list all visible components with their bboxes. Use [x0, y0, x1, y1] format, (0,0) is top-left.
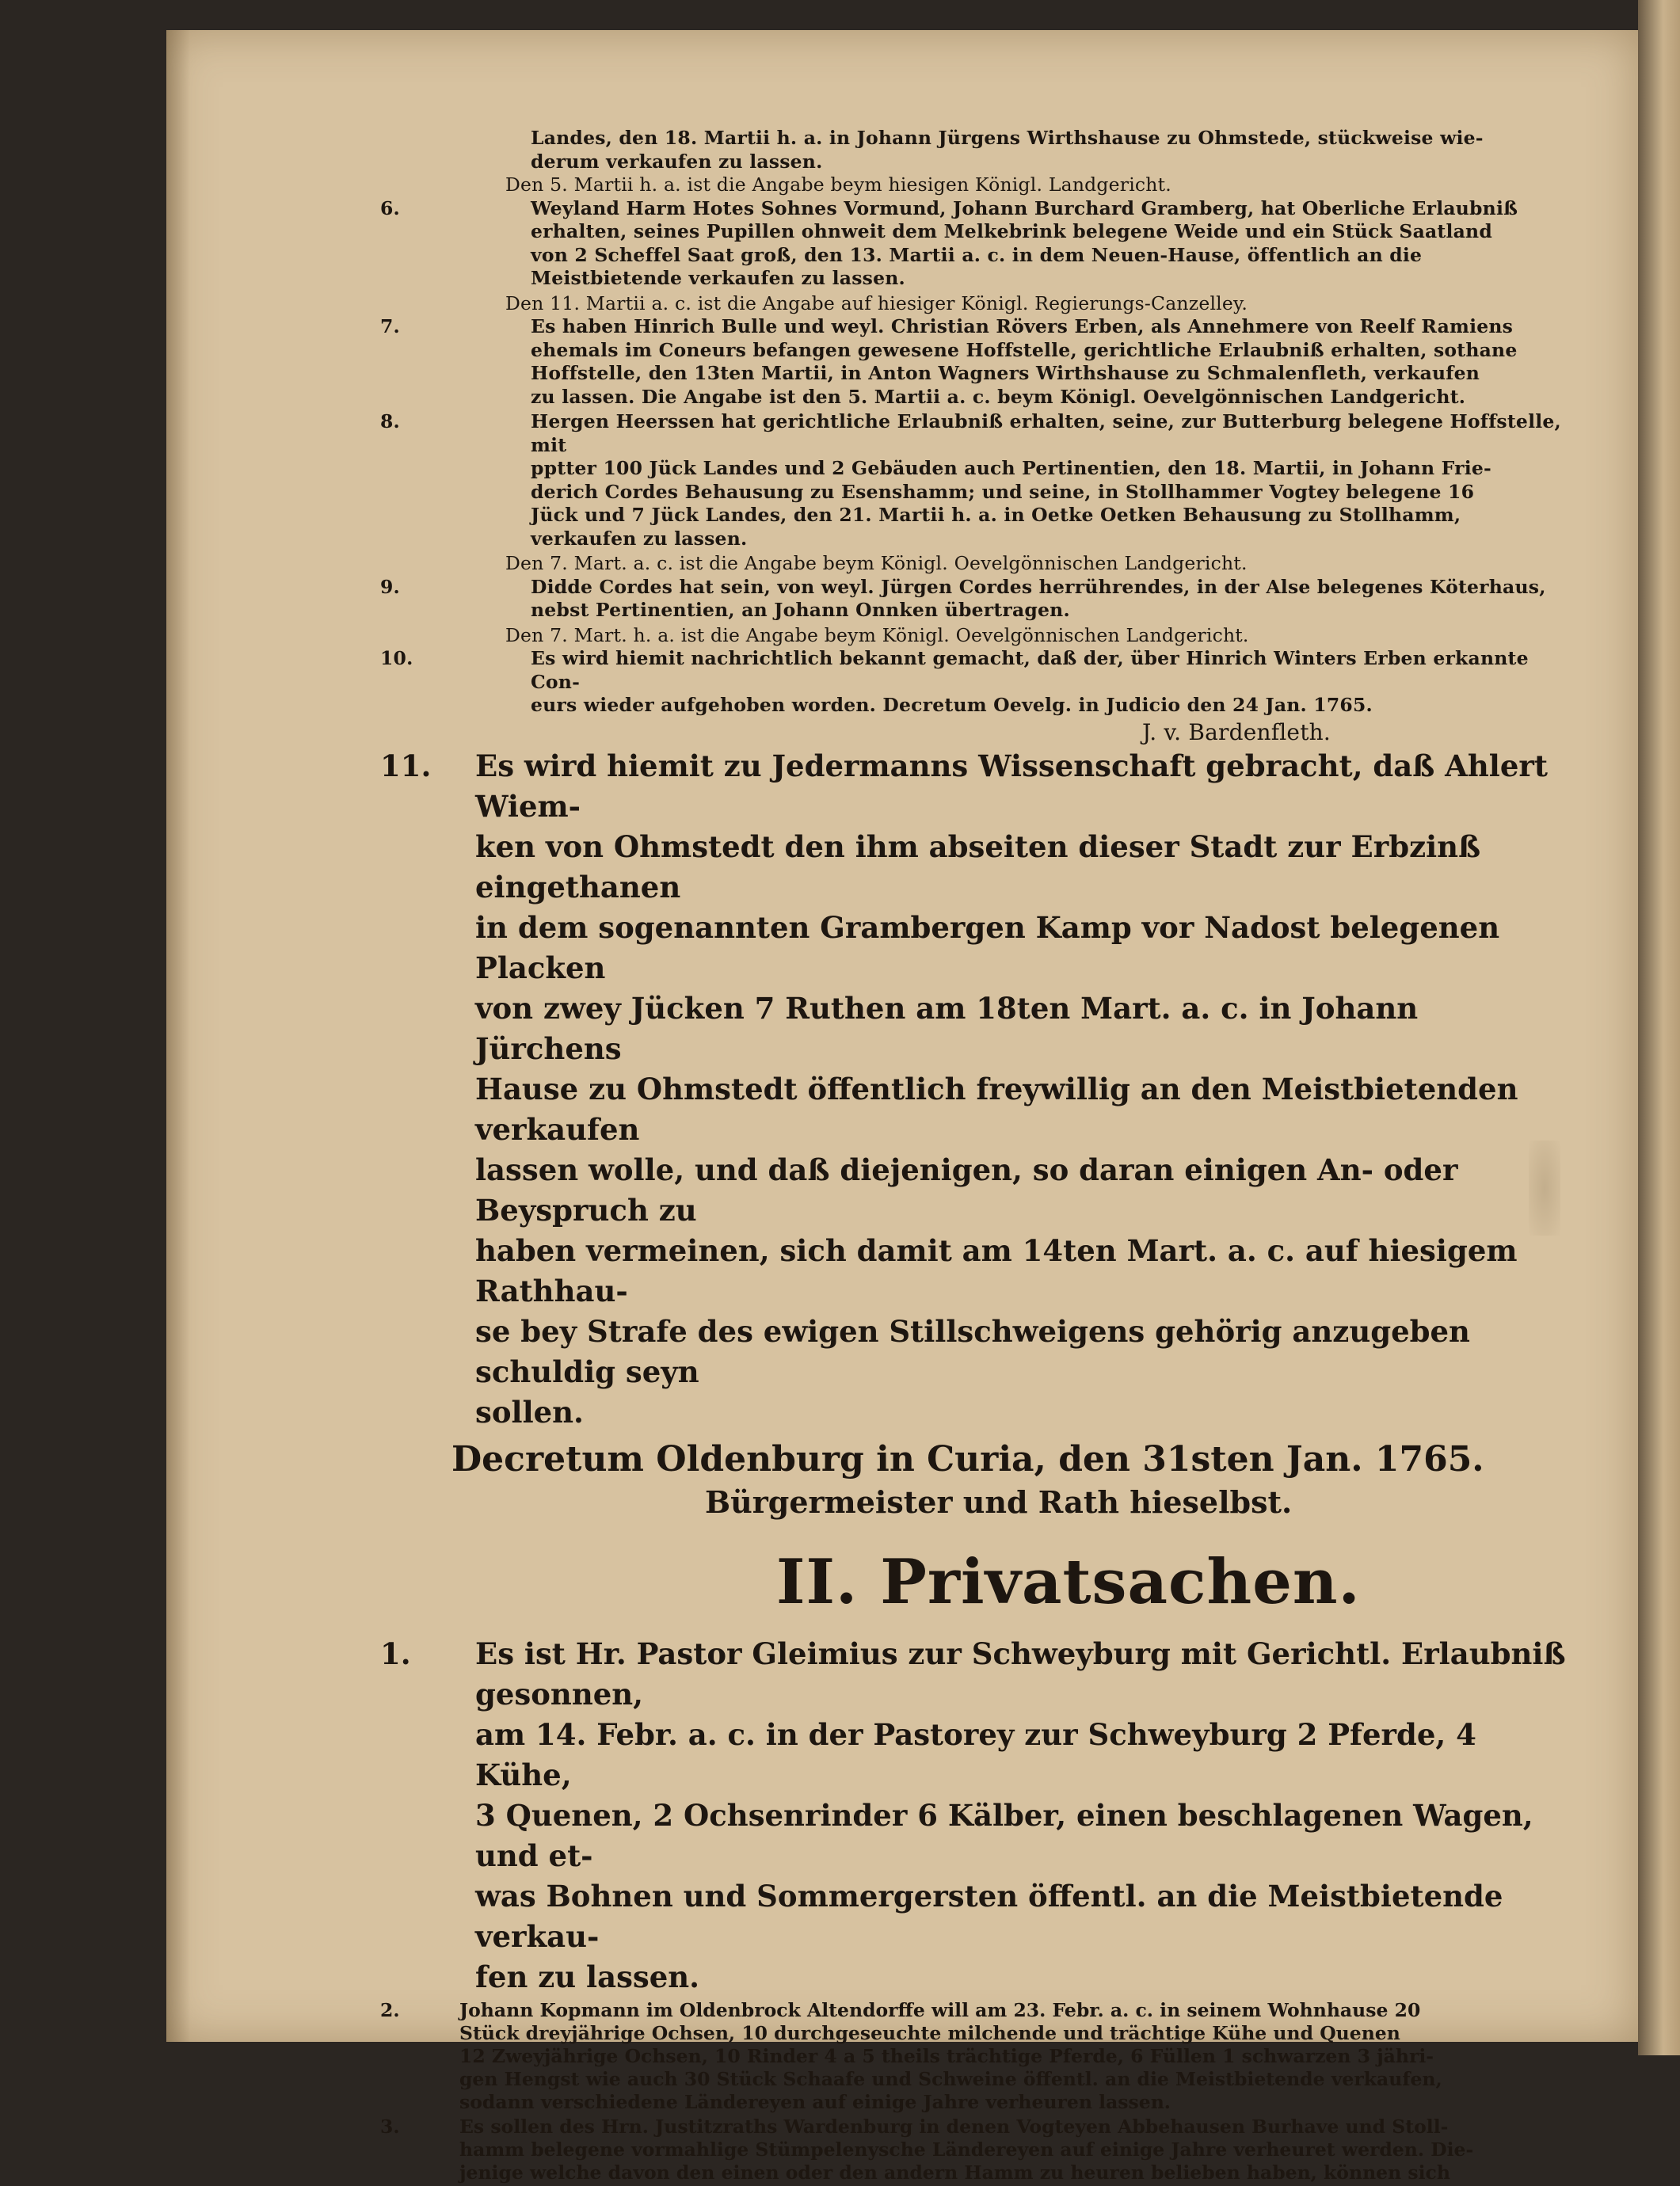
entry-date-note: Den 7. Mart. a. c. ist die Angabe beym Königl. Oevelgönnischen Landgericht. — [505, 552, 1248, 574]
entry-line: verkaufen zu lassen. — [531, 527, 748, 550]
entry-date-note: Den 7. Mart. h. a. ist die Angabe beym Königl. Oevelgönnischen Landgericht. — [505, 623, 1249, 646]
entry-line: Hause zu Ohmstedt öffentlich freywillig an den Meistbietenden verkaufen — [475, 1071, 1518, 1147]
notice-entry-8 — [380, 410, 1568, 550]
entry-line: ken von Ohmstedt den ihm abseiten dieser Stadt zur Erbzinß eingethanen — [475, 828, 1481, 904]
entry-number: 8. — [380, 410, 400, 432]
entry-line: von zwey Jücken 7 Ruthen am 18ten Mart. a. c. in Johann Jürchens — [475, 990, 1419, 1066]
entry-line: am 14. Febr. a. c. in der Pastorey zur Schweyburg 2 Pferde, 4 Kühe, — [475, 1716, 1476, 1792]
entry-line: Stück dreyjährige Ochsen, 10 durchgeseuchte milchende und trächtige Kühe und Quenen — [459, 2021, 1400, 2044]
entry-line: Hergen Heerssen hat gerichtliche Erlaubniß erhalten, seine, zur Butterburg belegene Hoffstelle, mit — [531, 410, 1561, 456]
entry-line: in dem sogenannten Grambergen Kamp vor Nadost belegenen Placken — [475, 909, 1500, 985]
page-gutter-shadow — [166, 30, 190, 2042]
entry-line: pptter 100 Jück Landes und 2 Gebäuden auch Pertinentien, den 18. Martii, in Johann Frie- — [531, 457, 1491, 479]
entry-line: Es wird hiemit nachrichtlich bekannt gemacht, daß der, über Hinrich Winters Erben erkannte Con- — [531, 647, 1529, 693]
notice-entry-10 — [380, 647, 1568, 718]
continued-line: derum verkaufen zu lassen. — [531, 150, 823, 173]
private-entry-1 — [380, 1634, 1568, 1997]
entry-line: von 2 Scheffel Saat groß, den 13. Martii a. c. in dem Neuen-Hause, öffentlich an die — [531, 243, 1423, 266]
entry-line: haben vermeinen, sich damit am 14ten Mart. a. c. auf hiesigem Rathhau- — [475, 1232, 1518, 1308]
entry-date-note: Den 11. Martii a. c. ist die Angabe auf hiesiger Königl. Regierungs-Canzelley. — [505, 291, 1248, 314]
entry-line: Hoffstelle, den 13ten Martii, in Anton Wagners Wirthshause zu Schmalenfleth, verkaufen — [531, 362, 1480, 384]
continued-line: Landes, den 18. Martii h. a. in Johann Jürgens Wirthshause zu Ohmstede, stückweise wie- — [531, 127, 1484, 149]
entry-number: 11. — [380, 748, 432, 783]
private-entry-2 — [380, 1999, 1568, 2114]
scan-background-top — [0, 0, 1680, 30]
entry-line: Didde Cordes hat sein, von weyl. Jürgen Cordes herrührendes, in der Alse belegenes Köterhaus, — [531, 575, 1546, 598]
entry-line: Es wird hiemit zu Jedermanns Wissenschaft gebracht, daß Ahlert Wiem- — [475, 748, 1548, 824]
entry-line: eurs wieder aufgehoben worden. Decretum Oevelg. in Judicio den 24 Jan. 1765. — [531, 694, 1373, 716]
entry-number: 3. — [380, 2115, 400, 2138]
entry-line: hamm belegene vormahlige Stümpelenysche Ländereyen auf einige Jahre verheuret werden. Die- — [459, 2138, 1474, 2161]
entry-line: 12 Zweyjährige Ochsen, 10 Rinder 4 a 5 theils trächtige Pferde, 6 Füllen 1 schwarzen 3 jähri- — [459, 2044, 1434, 2067]
entry-line: zu lassen. Die Angabe ist den 5. Martii a. c. beym Königl. Oevelgönnischen Landgericht. — [531, 385, 1466, 408]
entry-date-note: Den 5. Martii h. a. ist die Angabe beym hiesigen Königl. Landgericht. — [505, 173, 1171, 196]
page-content — [380, 127, 1568, 2186]
entry-number: 9. — [380, 575, 400, 598]
notice-entry-7 — [380, 315, 1568, 409]
entry-line: Weyland Harm Hotes Sohnes Vormund, Johann Burchard Gramberg, hat Oberliche Erlaubniß — [531, 196, 1518, 219]
entry-line: sollen. — [475, 1394, 584, 1430]
entry-line: lassen wolle, und daß diejenigen, so daran einigen An- oder Beyspruch zu — [475, 1152, 1458, 1228]
entry-line: se bey Strafe des ewigen Stillschweigens gehörig anzugeben schuldig seyn — [475, 1313, 1470, 1389]
entry-number: 6. — [380, 196, 400, 219]
entry-line: 3 Quenen, 2 Ochsenrinder 6 Kälber, einen beschlagenen Wagen, und et- — [475, 1797, 1533, 1873]
notice-entry-11 — [380, 746, 1568, 1433]
section-heading: II. Privatsachen. — [776, 1545, 1361, 1618]
entry-number: 7. — [380, 315, 400, 337]
entry-line: sodann verschiedene Ländereyen auf einige Jahre verheuren lassen. — [459, 2090, 1171, 2113]
next-page-edge — [1638, 0, 1680, 2055]
entry-line: gen Hengst wie auch 30 Stück Schaafe und Schweine öffentl. an die Meistbietende verkaufen, — [459, 2067, 1442, 2090]
entry-number: 1. — [380, 1636, 411, 1671]
decretum-line: Decretum Oldenburg in Curia, den 31sten Jan. 1765. — [451, 1438, 1484, 1480]
entry-line: nebst Pertinentien, an Johann Onnken übertragen. — [531, 599, 1070, 621]
private-entry-3 — [380, 2116, 1568, 2184]
entry-number: 10. — [380, 647, 413, 669]
entry-line: Es ist Hr. Pastor Gleimius zur Schweyburg mit Gerichtl. Erlaubniß gesonnen, — [475, 1636, 1566, 1712]
entry-line: Johann Kopmann im Oldenbrock Altendorffe will am 23. Febr. a. c. in seinem Wohnhause 20 — [459, 1998, 1421, 2021]
entry-line: Es haben Hinrich Bulle und weyl. Christian Rövers Erben, als Annehmere von Reelf Ramiens — [531, 315, 1514, 337]
entry-line: derich Cordes Behausung zu Esenshamm; und seine, in Stollhammer Vogtey belegene 16 — [531, 480, 1475, 503]
entry-line: Es sollen des Hrn. Justitzraths Wardenburg in denen Vogteyen Abbehausen Burhave und Stoll- — [459, 2115, 1449, 2138]
entry-line: was Bohnen und Sommergersten öffentl. an die Meistbietende verkau- — [475, 1878, 1503, 1954]
entry-line: erhalten, seines Pupillen ohnweit dem Melkebrink belegene Weide und ein Stück Saatland — [531, 220, 1492, 242]
notice-entry-6 — [380, 197, 1568, 291]
signature-bardenfleth: J. v. Bardenfleth. — [1141, 718, 1331, 745]
entry-line: ehemals im Coneurs befangen gewesene Hoffstelle, gerichtliche Erlaubniß erhalten, sothane — [531, 338, 1518, 361]
upper-notices — [380, 127, 1568, 746]
entry-number: 2. — [380, 1998, 400, 2021]
notice-entry-9 — [380, 576, 1568, 623]
entry-line: Meistbietende verkaufen zu lassen. — [531, 267, 905, 289]
entry-line: Jück und 7 Jück Landes, den 21. Martii h. a. in Oetke Oetken Behausung zu Stollhamm, — [531, 504, 1461, 526]
entry-line: jenige welche davon den einen oder den andern Hamm zu heuren belieben haben, können sich — [459, 2161, 1450, 2184]
entry-line: fen zu lassen. — [475, 1959, 700, 1994]
signature-buergermeister: Bürgermeister und Rath hieselbst. — [705, 1483, 1293, 1520]
